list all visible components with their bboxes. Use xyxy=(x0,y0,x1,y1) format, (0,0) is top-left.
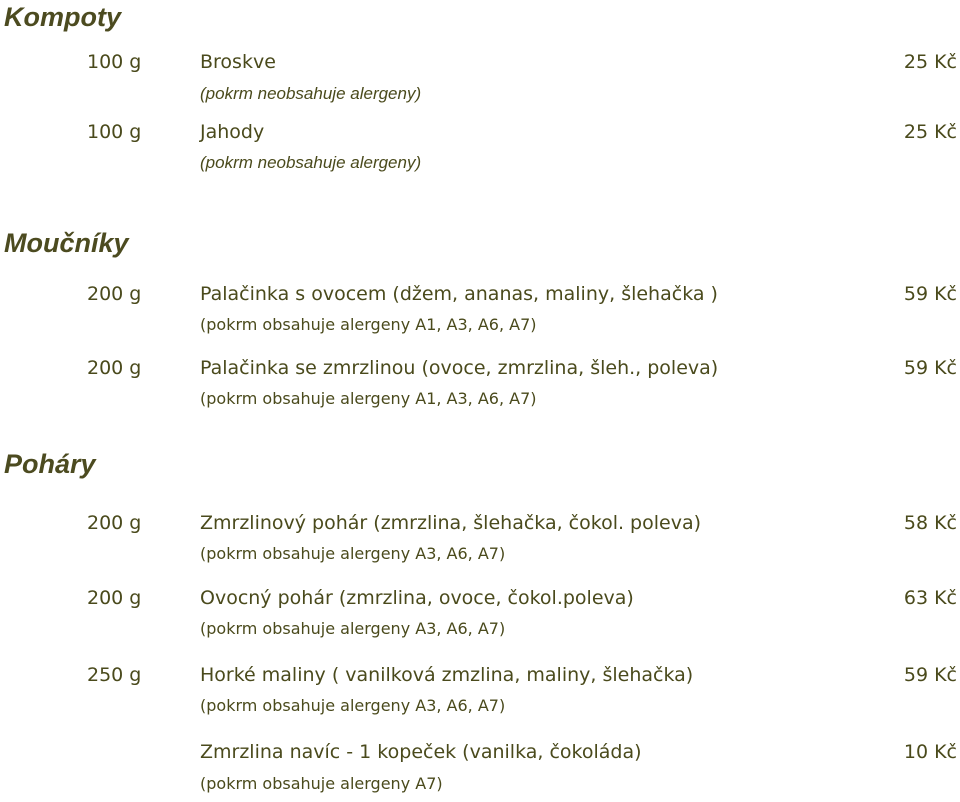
item-allergen-note: (pokrm obsahuje alergeny A3, A6, A7) xyxy=(200,619,506,638)
item-price: 10 Kč xyxy=(903,741,957,763)
item-price: 63 Kč xyxy=(903,587,957,609)
section-title-moucniky: Moučníky xyxy=(4,228,129,258)
item-allergen-note: (pokrm obsahuje alergeny A3, A6, A7) xyxy=(200,544,506,563)
item-allergen-note: (pokrm neobsahuje alergeny) xyxy=(200,153,422,172)
item-quantity: 200 g xyxy=(87,587,142,609)
item-name: Zmrzlinový pohár (zmrzlina, šlehačka, čokol. poleva) xyxy=(200,512,702,534)
section-title-pohary: Poháry xyxy=(4,449,96,479)
item-allergen-note: (pokrm obsahuje alergeny A3, A6, A7) xyxy=(200,696,506,715)
item-price: 59 Kč xyxy=(903,283,957,305)
item-quantity: 250 g xyxy=(87,664,142,686)
item-name: Palačinka se zmrzlinou (ovoce, zmrzlina, šleh., poleva) xyxy=(200,357,719,379)
item-allergen-note: (pokrm obsahuje alergeny A7) xyxy=(200,774,443,793)
item-price: 25 Kč xyxy=(903,121,957,143)
item-quantity: 200 g xyxy=(87,357,142,379)
item-name: Broskve xyxy=(200,51,276,73)
item-allergen-note: (pokrm neobsahuje alergeny) xyxy=(200,84,422,103)
item-name: Zmrzlina navíc - 1 kopeček (vanilka, čokoláda) xyxy=(200,741,642,763)
item-allergen-note: (pokrm obsahuje alergeny A1, A3, A6, A7) xyxy=(200,315,537,334)
item-name: Jahody xyxy=(200,121,265,143)
item-price: 25 Kč xyxy=(903,51,957,73)
item-price: 59 Kč xyxy=(903,664,957,686)
item-quantity: 100 g xyxy=(87,51,142,73)
item-name: Ovocný pohár (zmrzlina, ovoce, čokol.poleva) xyxy=(200,587,634,609)
item-quantity: 100 g xyxy=(87,121,142,143)
item-price: 58 Kč xyxy=(903,512,957,534)
item-name: Horké maliny ( vanilková zmzlina, maliny, šlehačka) xyxy=(200,664,694,686)
item-price: 59 Kč xyxy=(903,357,957,379)
item-quantity: 200 g xyxy=(87,283,142,305)
item-quantity: 200 g xyxy=(87,512,142,534)
section-title-kompoty: Kompoty xyxy=(4,2,121,32)
item-name: Palačinka s ovocem (džem, ananas, maliny, šlehačka ) xyxy=(200,283,718,305)
item-allergen-note: (pokrm obsahuje alergeny A1, A3, A6, A7) xyxy=(200,389,537,408)
